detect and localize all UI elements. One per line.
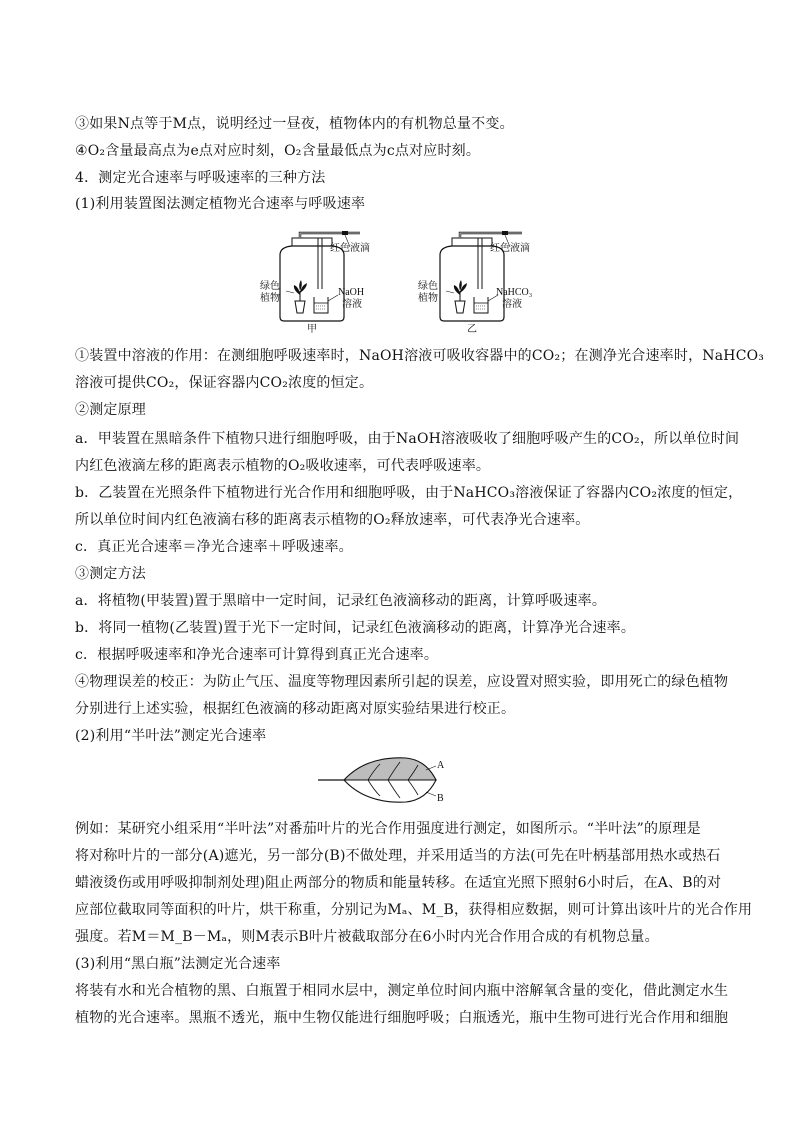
para-line-21: 将对称叶片的一部分(A)遮光，另一部分(B)不做处理，并采用适当的方法(可先在叶柄基部用热水或热石 — [75, 848, 721, 864]
yi-solution-label-1: NaHCO₃ — [496, 287, 533, 298]
yi-plant-label-1: 绿色 — [418, 281, 438, 292]
para-line-23: 应部位截取同等面积的叶片，烘干称重，分别记为Mₐ、M_B，获得相应数据，则可计算出该叶片的光合作用 — [75, 902, 753, 918]
para-line-11: 所以单位时间内红色液滴右移的距离表示植物的O₂释放速率，可代表净光合速率。 — [75, 512, 590, 528]
red-drop-jia — [342, 231, 348, 235]
yi-caption: 乙 — [467, 324, 477, 335]
para-line-8: a．甲装置在黑暗条件下植物只进行细胞呼吸，由于NaOH溶液吸收了细胞呼吸产生的CO₂，所以单位时间 — [75, 431, 740, 447]
para-line-5: ①装置中溶液的作用：在测细胞呼吸速率时，NaOH溶液可吸收容器中的CO₂；在测净光合速率时，NaHCO₃ — [75, 348, 765, 364]
apparatus-figure — [250, 225, 550, 340]
para-line-14: a．将植物(甲装置)置于黑暗中一定时间，记录红色液滴移动的距离，计算呼吸速率。 — [75, 593, 607, 609]
para-line-10: b．乙装置在光照条件下植物进行光合作用和细胞呼吸，由于NaHCO₃溶液保证了容器内CO₂浓度的恒定， — [75, 485, 743, 501]
leaf-figure — [318, 752, 478, 812]
jia-solution-label-1: NaOH — [338, 287, 365, 298]
subsection-heading-2: (2)利用“半叶法”测定光合速率 — [75, 728, 267, 744]
para-line-9: 内红色液滴左移的距离表示植物的O₂吸收速率，可代表呼吸速率。 — [75, 458, 491, 474]
section-heading-4: 4．测定光合速率与呼吸速率的三种方法 — [75, 170, 326, 186]
bottle-yi — [418, 231, 532, 335]
jia-drop-label: 红色液滴 — [330, 243, 370, 254]
red-drop-yi — [502, 231, 508, 235]
jia-plant-label-1: 绿色 — [260, 281, 280, 292]
para-line-17: ④物理误差的校正：为防止气压、温度等物理因素所引起的误差，应设置对照实验，即用死亡的绿色植物 — [75, 674, 729, 690]
para-line-1: ③如果N点等于M点，说明经过一昼夜，植物体内的有机物总量不变。 — [75, 116, 514, 132]
leaf-label-a: A — [437, 760, 445, 771]
subsection-heading-3: (3)利用“黑白瓶”法测定光合速率 — [75, 956, 281, 972]
para-line-2: ④O₂含量最高点为e点对应时刻，O₂含量最低点为c点对应时刻。 — [75, 143, 481, 159]
para-line-22: 蜡液烫伤或用呼吸抑制剂处理)阻止两部分的物质和能量转移。在适宜光照下照射6小时后，在A、B的对 — [75, 875, 722, 891]
jia-solution-label-2: 溶液 — [342, 299, 362, 310]
jia-caption: 甲 — [307, 324, 317, 335]
para-line-20: 例如：某研究小组采用“半叶法”对番茄叶片的光合作用强度进行测定，如图所示。“半叶法”的原理是 — [75, 821, 701, 837]
jia-plant-label-2: 植物 — [260, 293, 280, 304]
para-line-26: 将装有水和光合植物的黑、白瓶置于相同水层中，测定单位时间内瓶中溶解氧含量的变化，借此测定水生 — [75, 983, 729, 999]
para-line-12: c．真正光合速率＝净光合速率＋呼吸速率。 — [75, 539, 353, 555]
yi-plant-label-2: 植物 — [418, 293, 438, 304]
leaf-label-b: B — [437, 793, 444, 804]
para-line-7: ②测定原理 — [75, 402, 146, 418]
para-line-15: b．将同一植物(乙装置)置于光下一定时间，记录红色液滴移动的距离，计算净光合速率。 — [75, 620, 636, 636]
para-line-24: 强度。若M＝M_B－Mₐ，则M表示B叶片被截取部分在6小时内光合作用合成的有机物总量。 — [75, 929, 659, 945]
subsection-heading-1: (1)利用装置图法测定植物光合速率与呼吸速率 — [75, 196, 366, 212]
para-line-16: c．根据呼吸速率和净光合速率可计算得到真正光合速率。 — [75, 647, 439, 663]
bottle-jia — [260, 231, 370, 335]
yi-drop-label: 红色液滴 — [490, 243, 530, 254]
para-line-13: ③测定方法 — [75, 566, 146, 582]
yi-solution-label-2: 溶液 — [502, 299, 522, 310]
para-line-18: 分别进行上述实验，根据红色液滴的移动距离对原实验结果进行校正。 — [75, 701, 516, 717]
para-line-6: 溶液可提供CO₂，保证容器内CO₂浓度的恒定。 — [75, 375, 374, 391]
para-line-27: 植物的光合速率。黑瓶不透光，瓶中生物仅能进行细胞呼吸；白瓶透光，瓶中生物可进行光合作用和细胞 — [75, 1010, 729, 1026]
